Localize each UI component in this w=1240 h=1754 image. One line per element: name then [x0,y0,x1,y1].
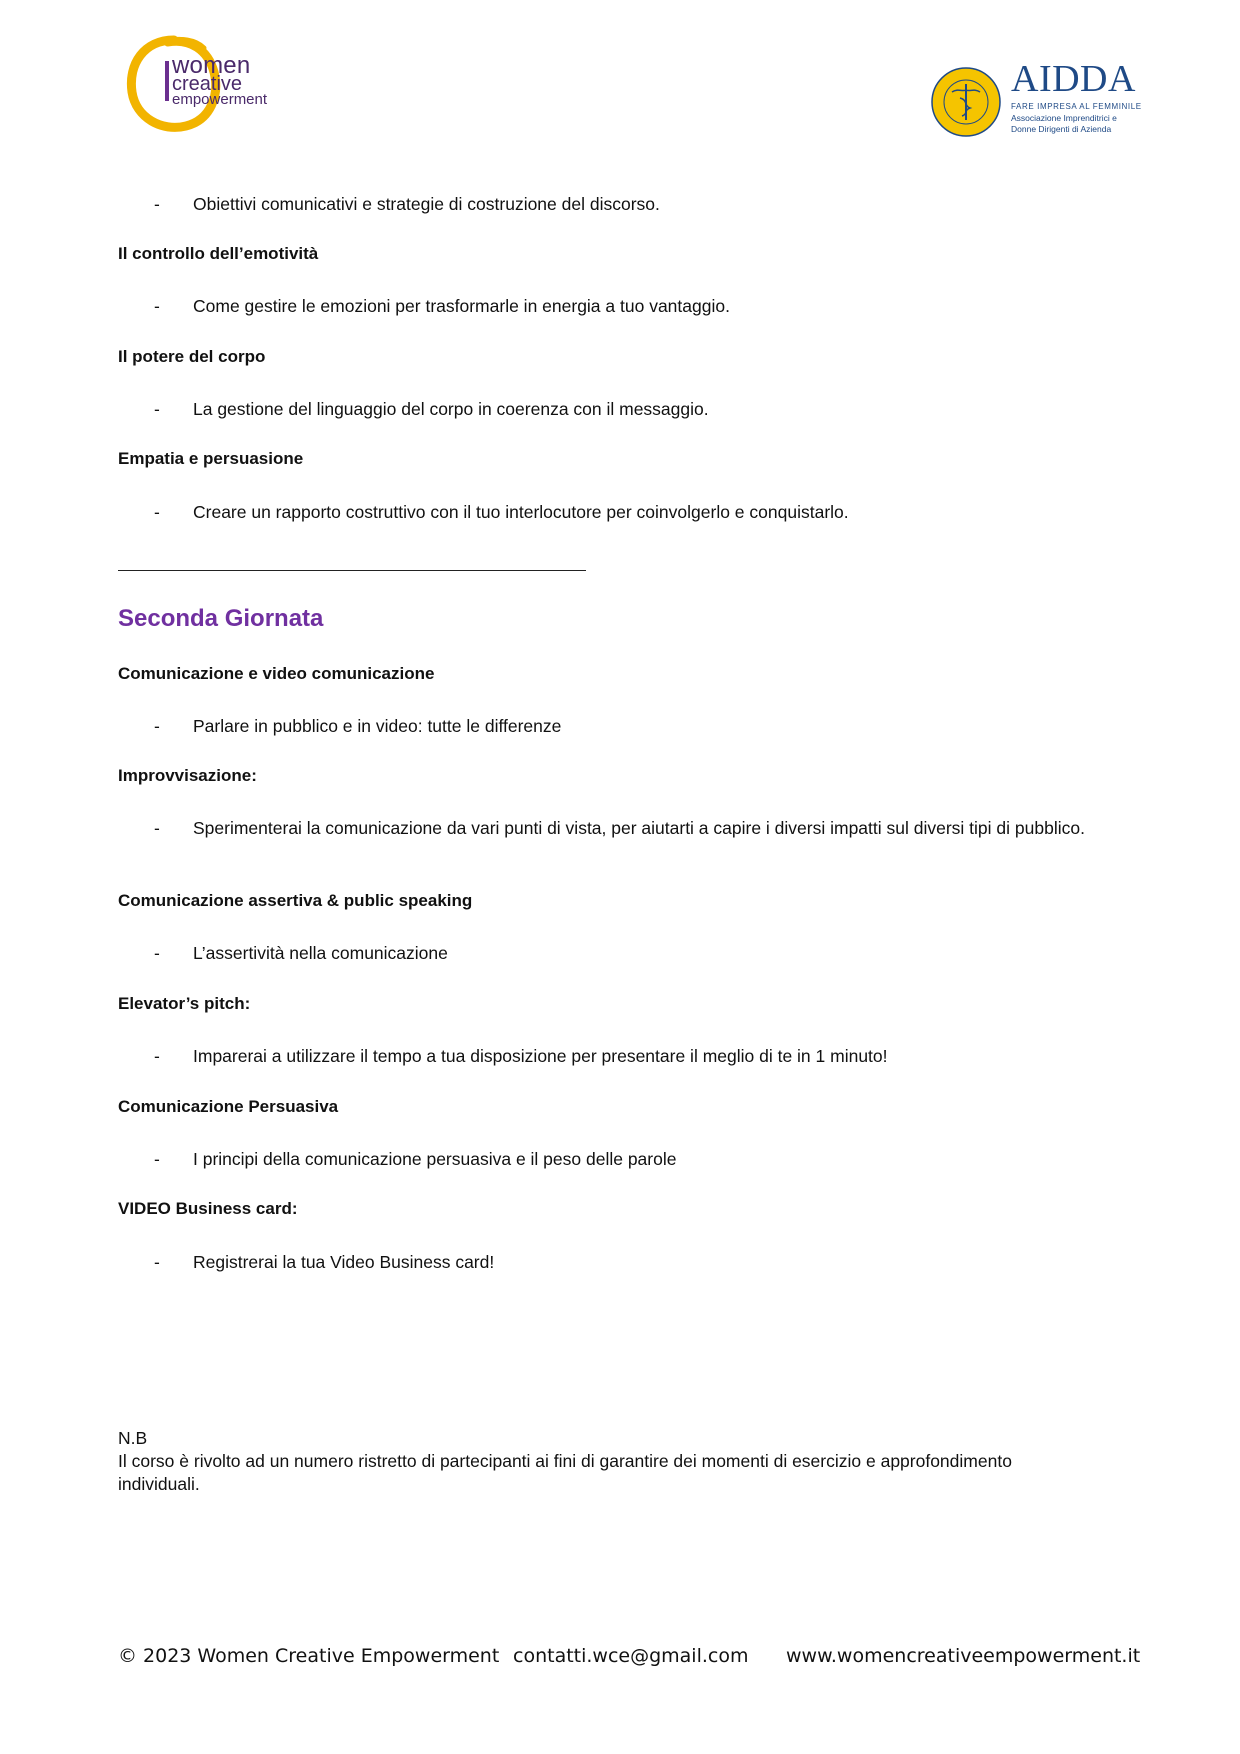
logo-word-women: women [172,52,251,79]
list-item-text: Registrerai la tua Video Business card! [193,1252,495,1272]
list-dash: - [154,1149,160,1169]
list-item-text: I principi della comunicazione persuasiva e il peso delle parole [193,1149,677,1169]
footer-copyright: © 2023 Women Creative Empowerment [118,1645,500,1667]
section-heading: Comunicazione assertiva & public speaking [118,891,473,910]
list-dash: - [154,716,160,736]
day-title: Seconda Giornata [118,605,324,632]
footer-email[interactable]: contatti.wce@gmail.com [513,1645,749,1667]
list-item [154,398,1094,421]
section-heading: Improvvisazione: [118,766,257,785]
section-heading: Il potere del corpo [118,347,266,366]
list-dash: - [154,399,160,419]
list-dash: - [154,502,160,522]
note-text: Il corso è rivolto ad un numero ristretto di partecipanti ai fini di garantire dei momenti di esercizio e approfondimento individuali. [118,1451,1012,1494]
list-item [154,715,1094,738]
list-item [154,1148,1094,1171]
list-dash: - [154,194,160,214]
list-dash: - [154,943,160,963]
aidda-subtitle-2: Donne Dirigenti di Azienda [1011,124,1112,134]
logo-word-empowerment: empowerment [172,91,268,108]
women-creative-empowerment-logo [124,34,284,136]
list-item [154,193,1094,216]
note-label: N.B [118,1428,148,1448]
logo-word-creative: creative [172,73,243,95]
aidda-logo [930,58,1142,140]
list-item [154,942,1094,965]
list-item-text: Obiettivi comunicativi e strategie di costruzione del discorso. [193,194,660,214]
aidda-tagline: FARE IMPRESA AL FEMMINILE [1011,102,1142,111]
section-heading: Il controllo dell’emotività [118,244,319,263]
list-dash: - [154,1252,160,1272]
aidda-seal-icon [930,66,1002,138]
list-item-text: La gestione del linguaggio del corpo in coerenza con il messaggio. [193,399,709,419]
footer-website[interactable]: www.womencreativeempowerment.it [786,1645,1141,1667]
list-item-text: Come gestire le emozioni per trasformarle in energia a tuo vantaggio. [193,296,730,316]
list-item [154,295,1094,318]
list-item [154,817,1094,840]
list-item-text: Sperimenterai la comunicazione da vari punti di vista, per aiutarti a capire i diversi impatti sul diversi tipi di pubblico. [193,818,1085,838]
note-block [118,1427,1078,1496]
section-heading: Comunicazione Persuasiva [118,1097,339,1116]
list-dash: - [154,818,160,838]
list-item [154,501,1094,524]
list-item-text: Creare un rapporto costruttivo con il tuo interlocutore per coinvolgerlo e conquistarlo. [193,502,849,522]
list-item-text: Imparerai a utilizzare il tempo a tua disposizione per presentare il meglio di te in 1 minuto! [193,1046,888,1066]
aidda-subtitle-1: Associazione Imprenditrici e [1011,113,1117,123]
section-heading: Comunicazione e video comunicazione [118,664,435,683]
list-dash: - [154,296,160,316]
list-item [154,1251,1094,1274]
separator-line [118,570,586,571]
aidda-name: AIDDA [1011,58,1136,100]
logo-bar [165,61,169,101]
list-dash: - [154,1046,160,1066]
section-heading: VIDEO Business card: [118,1199,298,1218]
list-item-text: Parlare in pubblico e in video: tutte le differenze [193,716,562,736]
list-item [154,1045,1094,1068]
list-item-text: L’assertività nella comunicazione [193,943,448,963]
section-heading: Elevator’s pitch: [118,994,251,1013]
section-heading: Empatia e persuasione [118,449,304,468]
